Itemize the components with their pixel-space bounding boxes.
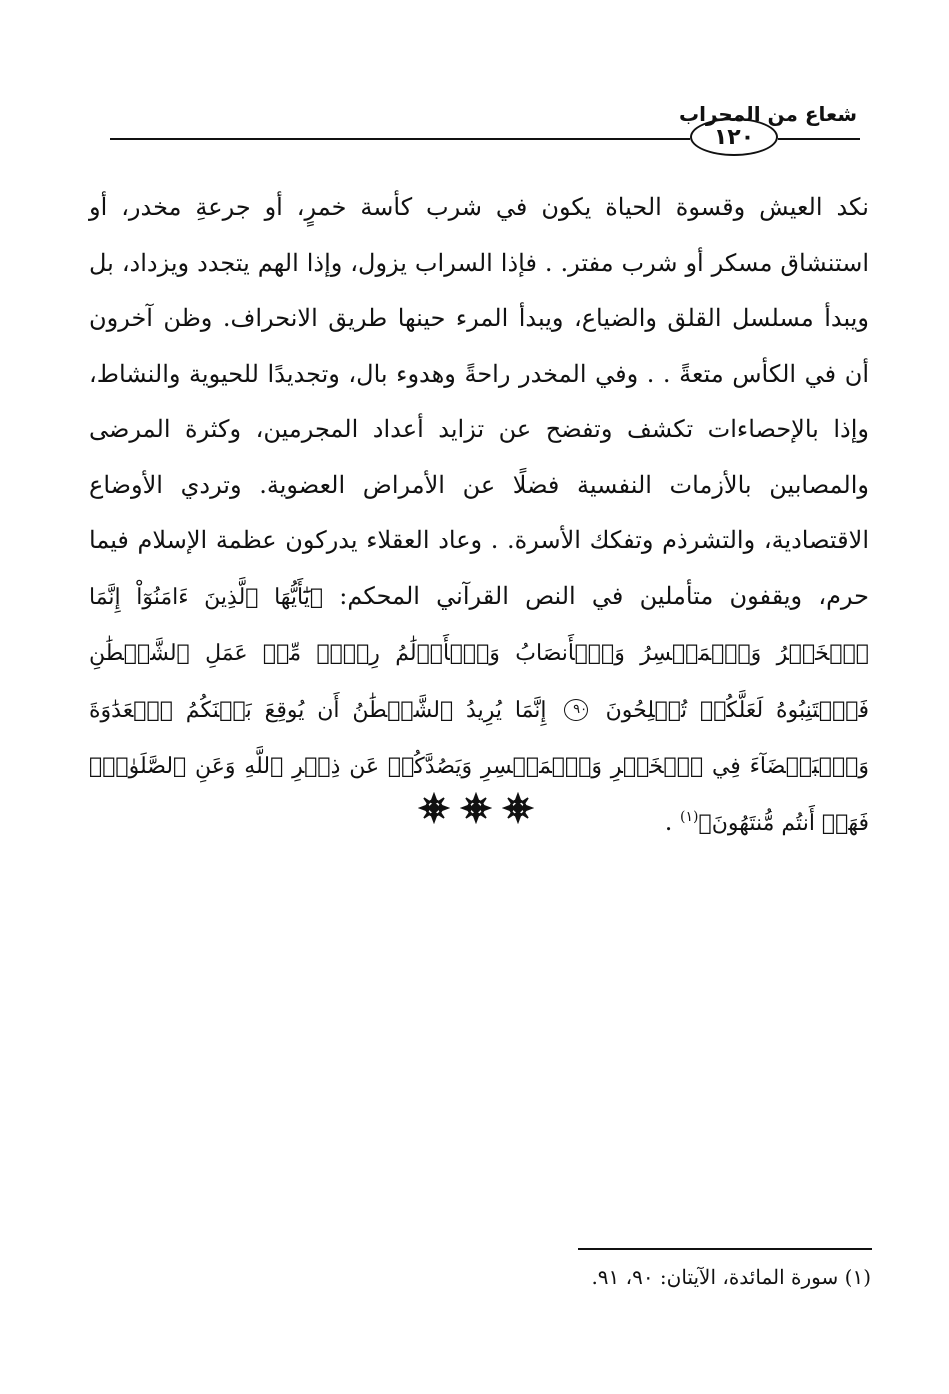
flower-ornament-icon xyxy=(460,792,492,824)
body-prose: نكد العيش وقسوة الحياة يكون في شرب كأسة خمرٍ، أو جرعةِ مخدر، أو استنشاق مسكر أو شرب مفتر. . فإذا السراب يزول، وإذا الهم يتجدد ويزداد، بل ويبدأ مسلسل القلق والضياع، ويبدأ المرء حينها طريق الانحراف. وظن آخرون أن في الكأس متعةً . . وفي المخدر راحةً وهدوء بال، وتجديدًا للحيوية والنشاط، وإذا بالإحصاءات تكشف وتفضح عن تزايد أعداد المجرمين، وكثرة المرضى والمصابين بالأزمات النفسية فضلًا عن الأمراض العضوية. وتردي الأوضاع الاقتصادية، والتشرذم وتفكك الأسرة. . وعاد العقلاء يدركون عظمة الإسلام فيما حرم، ويقفون متأملين في النص القرآني المحكم: xyxy=(89,193,870,610)
section-ornaments xyxy=(418,790,534,826)
quran-verse-90: ﴿يَٰٓأَيُّهَا ٱلَّذِينَ ءَامَنُوٓاْ إِنَّمَا ٱلۡخَمۡرُ وَٱلۡمَيۡسِرُ وَٱلۡأَنصَابُ وَٱلۡأَزۡلَٰمُ رِجۡسٞ مِّنۡ عَمَلِ ٱلشَّيۡطَٰنِ فَٱجۡتَنِبُوهُ لَعَلَّكُمۡ تُفۡلِحُونَ xyxy=(89,584,869,723)
ayah-number-90: ٩٠ xyxy=(564,699,588,721)
page-number-text: ١٢٠ xyxy=(713,124,755,150)
footnote-rule xyxy=(578,1248,872,1250)
running-header-title: شعاع من المحراب xyxy=(678,102,857,126)
page-number xyxy=(690,118,778,156)
end-punctuation: . xyxy=(664,807,673,836)
quran-verse-91: إِنَّمَا يُرِيدُ ٱلشَّيۡطَٰنُ أَن يُوقِعَ بَيۡنَكُمُ ٱلۡعَدَٰوَةَ وَٱلۡبَغۡضَآءَ فِي ٱلۡخَمۡرِ وَٱلۡمَيۡسِرِ وَيَصُدَّكُمۡ عَن ذِكۡرِ ٱللَّهِ وَعَنِ ٱلصَّلَوٰةِۖ فَهَلۡ أَنتُم مُّنتَهُونَ﴾ xyxy=(89,697,869,836)
body-paragraph xyxy=(89,180,869,851)
footnote: (١) سورة المائدة، الآيتان: ٩٠، ٩١. xyxy=(591,1265,871,1289)
main-text xyxy=(89,180,869,851)
header-rule-right xyxy=(778,138,860,140)
header-rule xyxy=(110,138,690,140)
flower-ornament-icon xyxy=(502,792,534,824)
footnote-reference: (١) xyxy=(680,808,699,825)
flower-ornament-icon xyxy=(418,792,450,824)
